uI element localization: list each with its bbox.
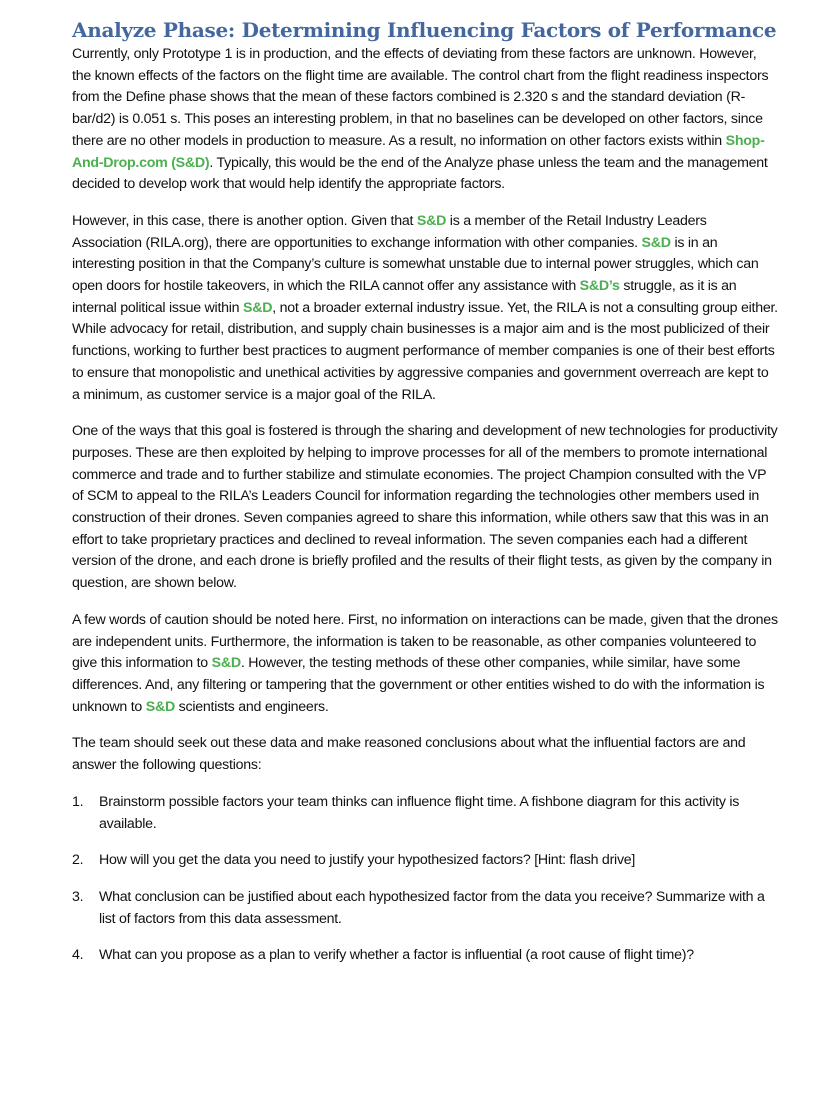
question-list (72, 792, 778, 967)
paragraph (72, 733, 778, 776)
question-text: What can you propose as a plan to verify whether a factor is influential (a root cause of flight time)? (99, 947, 694, 964)
company-name-highlight: S&D’s (579, 278, 620, 295)
question-number: 3. (72, 888, 84, 905)
page-title: Analyze Phase: Determining Influencing Factors of Performance (72, 18, 777, 42)
question-item (72, 792, 778, 835)
question-item (72, 945, 778, 967)
question-item (72, 850, 778, 872)
question-number: 2. (72, 852, 84, 869)
text-run: One of the ways that this goal is fostered is through the sharing and development of new technologies for productivity purposes. These are then exploited by helping to improve processes for all of the members to promote international commerce and trade and to further stabilize and stimulate economies. The project Champion consulted with the VP of SCM to appeal to the RILA’s Leaders Council for information regarding the technologies other members used in construction of their drones. Seven companies agreed to share this information, while others saw that this was in an effort to take proprietary practices and declined to reveal information. The seven companies each had a different version of the drone, and each drone is briefly profiled and the results of their flight tests, as given by the company in question, are shown below. (72, 423, 778, 592)
company-name-highlight: S&D (416, 212, 447, 229)
text-run: The team should seek out these data and make reasoned conclusions about what the influential factors are and answer the following questions: (72, 735, 746, 774)
text-run: A few words of caution should be noted here. First, no information on interactions can be made, given that the drones are independent units. Furthermore, the information is taken to be reasonable, as other companies volunteered to give this information to (72, 611, 778, 672)
question-text: What conclusion can be justified about each hypothesized factor from the data you receive? Summarize with a list of factors from this data assessment. (99, 888, 765, 927)
text-run: However, in this case, there is another option. Given that (72, 212, 417, 229)
question-number: 1. (72, 793, 84, 810)
question-number: 4. (72, 947, 84, 964)
text-run: . However, the testing methods of these other companies, while similar, have some differences. And, any filtering or tampering that the government or other entities wished to do with the information is unknown to (72, 655, 765, 715)
text-run: is in an interesting position in that the Company’s culture is somewhat unstable due to internal power struggles, which can open doors for hostile takeovers, in which the RILA cannot offer any assistance with (72, 234, 759, 295)
question-text: How will you get the data you need to justify your hypothesized factors? [Hint: flash drive] (99, 852, 636, 869)
text-run: struggle, as it is an internal political issue within (72, 278, 737, 316)
document-content (72, 18, 778, 982)
company-name-highlight: S&D (641, 234, 671, 251)
company-name-highlight: S&D (243, 299, 273, 316)
question-text: Brainstorm possible factors your team thinks can influence flight time. A fishbone diagram for this activity is available. (99, 793, 740, 832)
company-name-highlight: S&D (211, 655, 241, 672)
paragraph (72, 211, 778, 406)
text-run: , not a broader external industry issue. Yet, the RILA is not a consulting group either. While advocacy for retail, distribution, and supply chain businesses is a major aim and is the most publicized of their functions, working to further best practices to augment performance of member companies is one of their best efforts to ensure that monopolistic and unethical activities by aggressive companies and government overreach are kept to a minimum, as customer service is a major goal of the RILA. (72, 299, 778, 403)
company-name-highlight: S&D (145, 698, 175, 715)
paragraph (72, 44, 778, 196)
text-run: . Typically, this would be the end of the Analyze phase unless the team and the management decided to develop work that would help identify the appropriate factors. (72, 154, 768, 193)
company-name-highlight: Shop-And-Drop.com (S&D) (72, 132, 765, 171)
paragraph (72, 610, 778, 719)
text-run: scientists and engineers. (174, 698, 329, 715)
paragraph (72, 421, 778, 595)
text-run: Currently, only Prototype 1 is in production, and the effects of deviating from these factors are unknown. However, the known effects of the factors on the flight time are available. The control chart from the flight readiness inspectors from the Define phase shows that the mean of these factors combined is 2.320 s and the standard deviation (R-bar/d2) is 0.051 s. This poses an interesting problem, in that no baselines can be developed on other factors, since there are no other models in production to measure. As a result, no information on other factors exists within (72, 46, 769, 149)
body-text (72, 44, 778, 777)
text-run: is a member of the Retail Industry Leaders Association (RILA.org), there are opportunities to exchange information with other companies. (72, 212, 707, 251)
question-item (72, 887, 778, 930)
